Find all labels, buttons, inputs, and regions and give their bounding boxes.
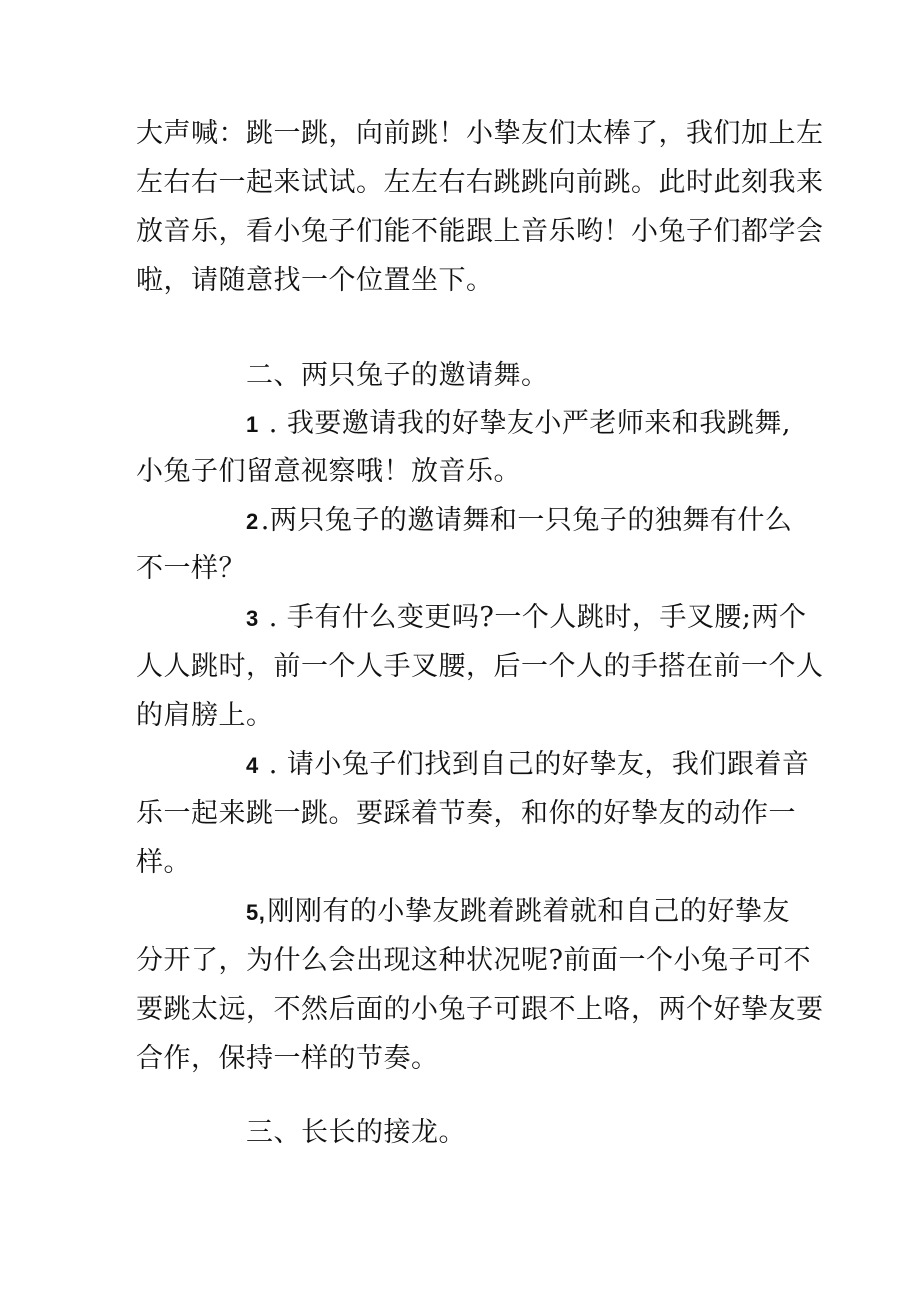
list-item-first-line bbox=[246, 747, 809, 784]
paragraph-line: 啦，请随意找一个位置坐下。 bbox=[136, 265, 494, 296]
section-heading: 二、两只兔子的邀请舞。 bbox=[246, 360, 549, 391]
paragraph-line: 放音乐，看小兔子们能不能跟上音乐哟！小兔子们都学会 bbox=[136, 216, 824, 247]
item-number: 4 bbox=[246, 753, 259, 778]
list-item-line: 分开了，为什么会出现这种状况呢?前面一个小兔子可不 bbox=[136, 945, 811, 976]
list-item-first-line bbox=[246, 406, 791, 443]
list-item-first-line bbox=[246, 503, 792, 540]
item-text: .两只兔子的邀请舞和一只兔子的独舞有什么 bbox=[260, 505, 793, 536]
item-text: . 请小兔子们找到自己的好挚友，我们跟着音 bbox=[268, 749, 810, 780]
list-item-line: 的肩膀上。 bbox=[136, 700, 274, 731]
list-item-line: 乐一起来跳一跳。要踩着节奏，和你的好挚友的动作一 bbox=[136, 798, 796, 829]
paragraph-line: 大声喊：跳一跳，向前跳！小挚友们太棒了，我们加上左 bbox=[136, 118, 824, 149]
item-number: 1 bbox=[246, 412, 259, 437]
list-item-first-line bbox=[246, 600, 807, 637]
item-text: 刚刚有的小挚友跳着跳着就和自己的好挚友 bbox=[267, 896, 790, 927]
list-item-line: 合作，保持一样的节奏。 bbox=[136, 1043, 439, 1074]
item-number: 2 bbox=[246, 509, 259, 534]
item-number: 5, bbox=[246, 900, 266, 925]
paragraph-line: 左右右一起来试试。左左右右跳跳向前跳。此时此刻我来 bbox=[136, 167, 824, 198]
list-item-line: 要跳太远，不然后面的小兔子可跟不上咯，两个好挚友要 bbox=[136, 994, 824, 1025]
list-item-line: 不一样？ bbox=[136, 553, 246, 584]
list-item-first-line bbox=[246, 894, 790, 931]
list-item-line: 小兔子们留意视察哦！放音乐。 bbox=[136, 456, 521, 487]
section-heading: 三、长长的接龙。 bbox=[246, 1117, 466, 1148]
item-text: . 我要邀请我的好挚友小严老师来和我跳舞, bbox=[268, 408, 791, 439]
item-text: . 手有什么变更吗?一个人跳时，手叉腰;两个 bbox=[268, 602, 807, 633]
list-item-line: 人人跳时，前一个人手叉腰，后一个人的手搭在前一个人 bbox=[136, 651, 824, 682]
list-item-line: 样。 bbox=[136, 847, 191, 878]
item-number: 3 bbox=[246, 606, 259, 631]
